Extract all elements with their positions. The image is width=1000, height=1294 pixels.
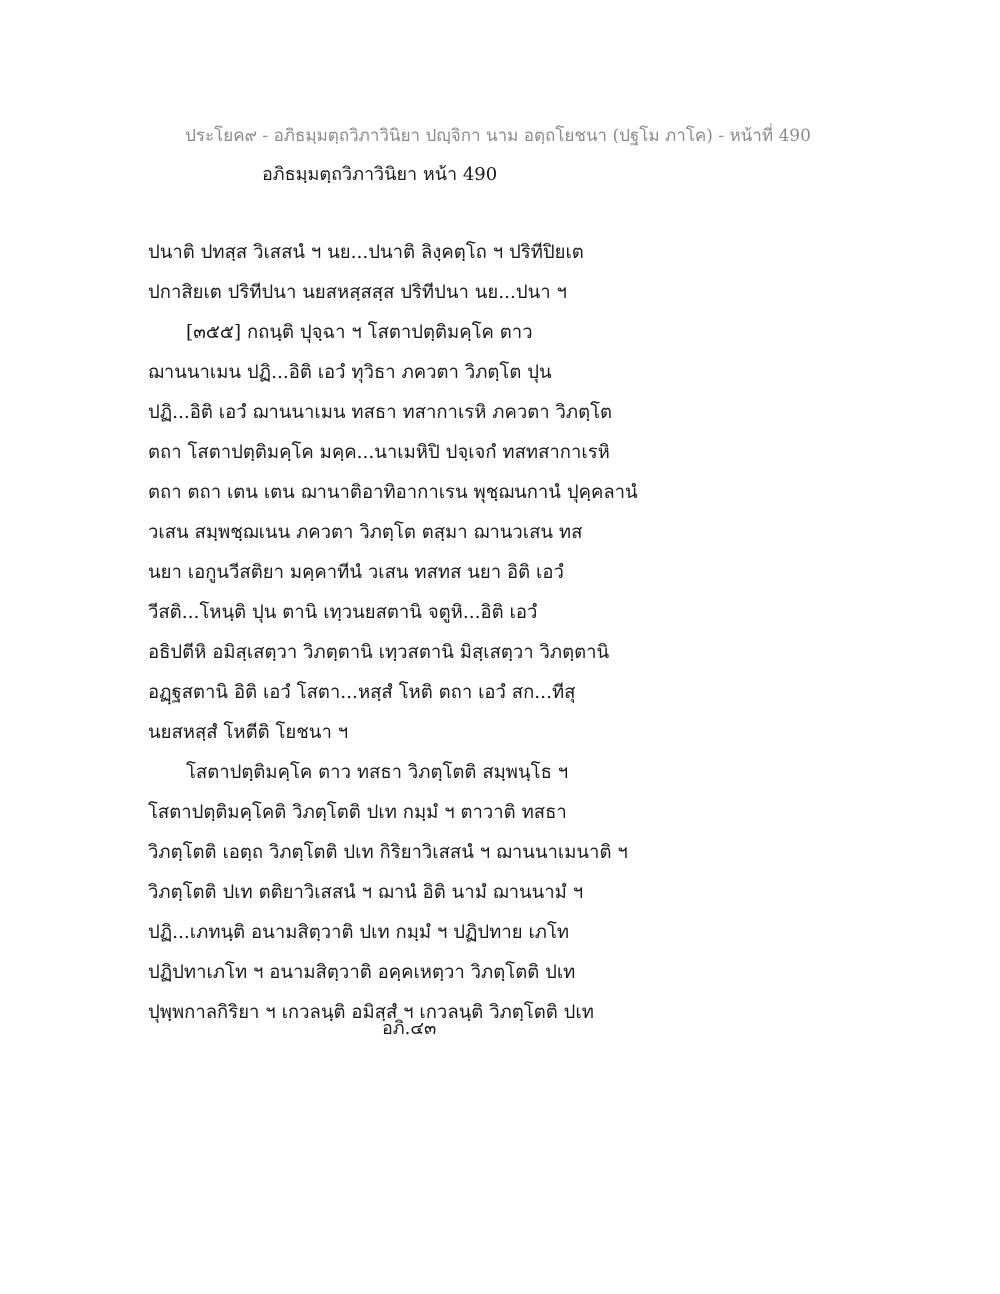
text-line: อธิปตีหิ อมิสฺเสตฺวา วิภตฺตานิ เทฺวสตานิ มิสฺเสตฺวา วิภตฺตานิ: [148, 642, 610, 663]
text-line: วิภตฺโตติ เอตฺถ วิภตฺโตติ ปเท กิริยาวิเสสนํ ฯ ฌานนาเมนาติ ฯ: [148, 842, 628, 863]
text-line: วีสติ...โหนฺติ ปุน ตานิ เทฺวนยสตานิ จตูหิ...อิติ เอวํ: [148, 602, 538, 623]
text-line: อฏฺฐสตานิ อิติ เอวํ โสตา...หสฺสํ โหติ ตถา เอวํ สก...ทีสุ: [148, 682, 576, 703]
text-line: ปุพฺพกาลกิริยา ฯ เกวลนฺติ อมิสฺสํ ฯ เกวลนฺติ วิภตฺโตติ ปเท: [148, 1002, 594, 1023]
text-line: ปฏิ...เภทนฺติ อนามสิตฺวาติ ปเท กมฺมํ ฯ ปฏิปทาย เภโท: [148, 922, 570, 943]
text-line: โสตาปตฺติมคฺโคติ วิภตฺโตติ ปเท กมฺมํ ฯ ตาวาติ ทสธา: [148, 802, 567, 823]
text-line: [๓๕๕] กถนฺติ ปุจฺฉา ฯ โสตาปตฺติมคฺโค ตาว: [186, 322, 533, 343]
page-marker: อภิ.๔๓: [382, 1018, 437, 1039]
text-line: นยา เอกูนวีสติยา มคฺคาทีนํ วเสน ทสทส นยา อิติ เอวํ: [148, 562, 564, 583]
text-line: ปฏิปทาเภโท ฯ อนามสิตฺวาติ อคฺคเหตฺวา วิภตฺโตติ ปเท: [148, 962, 576, 983]
running-header-text: ประโยค๙ - อภิธมฺมตฺถวิภาวินิยา ปญฺจิกา นาม อตฺถโยชนา (ปฐโม ภาโค) - หน้าที่ 490: [185, 126, 811, 146]
text-line: ปฏิ...อิติ เอวํ ฌานนาเมน ทสธา ทสากาเรหิ ภควตา วิภตฺโต: [148, 402, 613, 423]
body-text: [148, 238, 708, 1038]
text-line: วิภตฺโตติ ปเท ตติยาวิเสสนํ ฯ ฌานํ อิติ นามํ ฌานนามํ ฯ: [148, 882, 584, 903]
running-header: [0, 122, 1000, 150]
text-line: ฌานนาเมน ปฏิ...อิติ เอวํ ทุวิธา ภควตา วิภตฺโต ปุน: [148, 362, 552, 383]
text-line: นยสหสฺสํ โหตีติ โยชนา ฯ: [148, 722, 349, 743]
text-line: โสตาปตฺติมคฺโค ตาว ทสธา วิภตฺโตติ สมฺพนฺโธ ฯ: [186, 762, 569, 783]
text-line: ตถา โสตาปตฺติมคฺโค มคฺค...นาเมหิปิ ปจฺเจกํ ทสทสากาเรหิ: [148, 442, 610, 463]
text-line: ปนาติ ปทสฺส วิเสสนํ ฯ นย...ปนาติ ลิงฺคตฺโถ ฯ ปริทีปิยเต: [148, 242, 584, 263]
text-line: ตถา ตถา เตน เตน ฌานาติอาทิอากาเรน พุชฺฌนกานํ ปุคฺคลานํ: [148, 482, 638, 503]
text-line: วเสน สมฺพชฺฌเนน ภควตา วิภตฺโต ตสฺมา ฌานวเสน ทส: [148, 522, 583, 543]
text-line: ปกาสิยเต ปริทีปนา นยสหสฺสสฺส ปริทีปนา นย...ปนา ฯ: [148, 282, 567, 303]
page-title: อภิธมฺมตฺถวิภาวินิยา หน้า 490: [262, 164, 498, 185]
